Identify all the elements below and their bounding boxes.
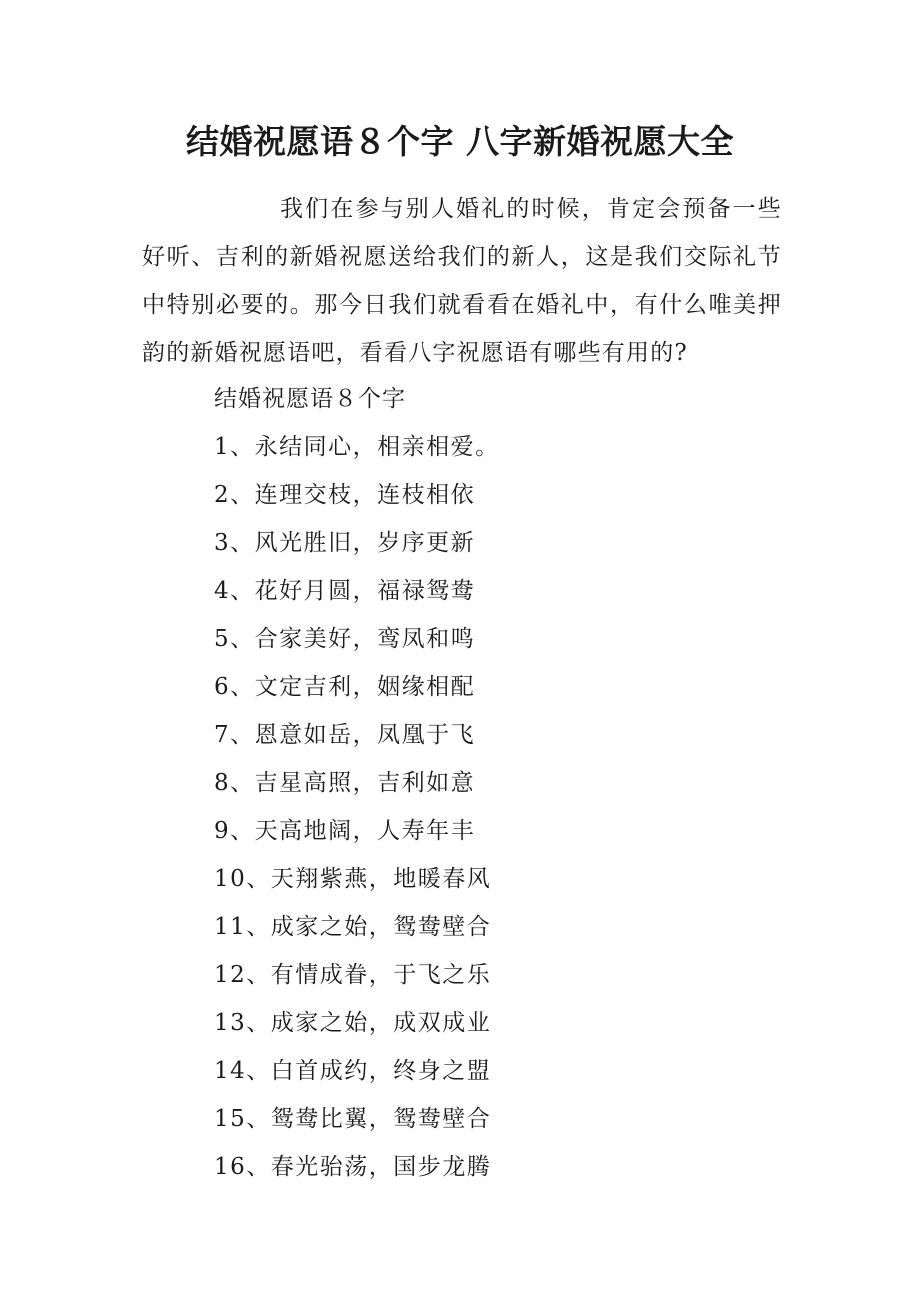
document-title: 结婚祝愿语８个字 八字新婚祝愿大全 xyxy=(186,122,734,161)
list-item: 5、合家美好，鸾凤和鸣 xyxy=(214,626,476,652)
list-item: 6、文定吉利，姻缘相配 xyxy=(214,674,476,700)
list-item: 12、有情成眷，于飞之乐 xyxy=(214,962,492,988)
list-item: 8、吉星高照，吉利如意 xyxy=(214,770,476,796)
list-item: 11、成家之始，鸳鸯壁合 xyxy=(214,914,492,940)
list-item: 14、白首成约，终身之盟 xyxy=(214,1058,492,1084)
list-item: 13、成家之始，成双成业 xyxy=(214,1010,492,1036)
list-item: 3、风光胜旧，岁序更新 xyxy=(214,530,476,556)
intro-paragraph: 我们在参与别人婚礼的时候，肯定会预备一些好听、吉利的新婚祝愿送给我们的新人，这是我们交际礼节中特别必要的。那今日我们就看看在婚礼中，有什么唯美押韵的新婚祝愿语吧，看看八字祝愿语有哪些有用的? xyxy=(142,196,782,366)
list-item: 4、花好月圆，福禄鸳鸯 xyxy=(214,578,476,604)
list-item: 15、鸳鸯比翼，鸳鸯壁合 xyxy=(214,1106,492,1132)
blessing-list xyxy=(214,423,500,1191)
list-item: 10、天翔紫燕，地暖春风 xyxy=(214,866,492,892)
list-item: 7、恩意如岳，凤凰于飞 xyxy=(214,722,476,748)
list-item: 9、天高地阔，人寿年丰 xyxy=(214,818,476,844)
list-item: 16、春光骀荡，国步龙腾 xyxy=(214,1154,492,1180)
list-item: 1、永结同心，相亲相爱。 xyxy=(214,434,500,460)
section-heading: 结婚祝愿语８个字 xyxy=(214,386,406,412)
list-item: 2、连理交枝，连枝相依 xyxy=(214,482,476,508)
